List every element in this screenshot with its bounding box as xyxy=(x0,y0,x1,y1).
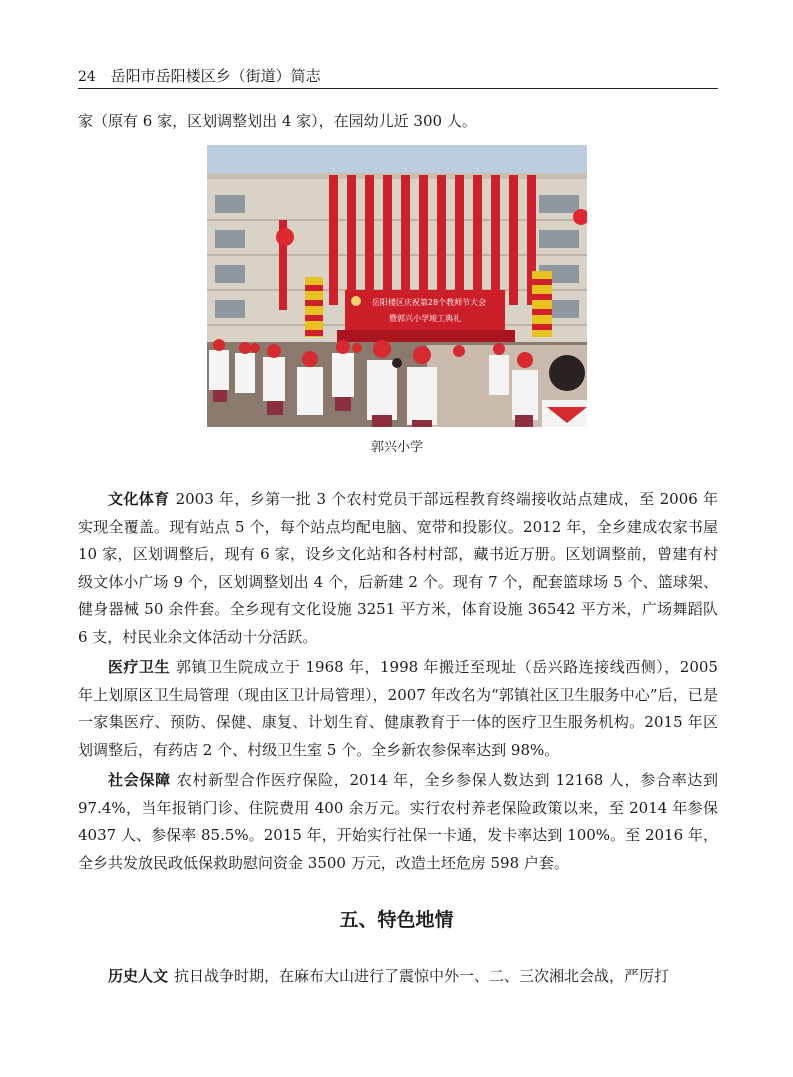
book-title: 岳阳市岳阳楼区乡（街道）简志 xyxy=(110,67,321,85)
paragraph-medical xyxy=(78,654,718,764)
lantern xyxy=(276,228,294,246)
section-heading: 五、特色地情 xyxy=(339,909,454,931)
stage-banner-line2: 暨郭兴小学竣工典礼 xyxy=(389,314,461,323)
paragraph-history xyxy=(78,963,718,991)
paragraph-lead: 文化体育 xyxy=(108,490,170,508)
paragraph-lead: 历史人文 xyxy=(108,967,169,985)
paragraph-text: 2003 年，乡第一批 3 个农村党员干部远程教育终端接收站点建成，至 2006 年实现全覆盖。现有站点 5 个，每个站点均配电脑、宽带和投影仪。2012 年，全乡建成农家书屋 10 家，区划调整后，现有 6 家，设乡文化站和各村村部，藏书近万册。区划调整前，曾建有村级文体小广场 9 个，区划调整划出 4 个，后新建 2 个。现有 7 个，配套篮球场 5 个、篮球架、健身器械 50 余件套。全乡现有文化设施 3251 平方米，体育设施 36542 平方米，广场舞蹈队 6 支，村民业余文体活动十分活跃。 xyxy=(78,490,718,646)
page-number: 24 xyxy=(78,69,96,85)
stage-banner xyxy=(345,290,505,330)
paragraph-text: 抗日战争时期，在麻布大山进行了震惊中外一、二、三次湘北会战，严厉打 xyxy=(174,967,670,985)
paragraph-lead: 社会保障 xyxy=(108,771,171,789)
photo-caption: 郭兴小学 xyxy=(370,440,423,455)
paragraph-social xyxy=(78,767,718,877)
running-header xyxy=(78,66,718,89)
stage-banner-line1: 岳阳楼区庆祝第28个教师节大会 xyxy=(371,298,487,307)
paragraph-culture xyxy=(78,486,718,651)
striped-pillar-right xyxy=(532,271,552,337)
intro-line: 家（原有 6 家，区划调整划出 4 家），在园幼儿近 300 人。 xyxy=(78,112,477,130)
paragraph-text: 农村新型合作医疗保险，2014 年，全乡参保人数达到 12168 人，参合率达到 97.4%，当年报销门诊、住院费用 400 余万元。实行农村养老保险政策以来，至 2014 年参保 4037 人、参保率 85.5%。2015 年，开始实行社保一卡通，发卡率达到 100%。至 2016 年，全乡共发放民政低保救助慰问资金 3500 万元，改造土坯危房 598 户套。 xyxy=(78,771,718,872)
school-photo xyxy=(207,145,587,427)
striped-pillar-left xyxy=(305,277,323,337)
paragraph-text: 郭镇卫生院成立于 1968 年，1998 年搬迁至现址（岳兴路连接线西侧），2005 年上划原区卫生局管理（现由区卫计局管理），2007 年改名为“郭镇社区卫生服务中心”后，已是一家集医疗、预防、保健、康复、计划生育、健康教育于一体的医疗卫生服务机构。2015 年区划调整后，有药店 2 个、村级卫生室 5 个。全乡新农参保率达到 98%。 xyxy=(78,658,718,759)
paragraph-lead: 医疗卫生 xyxy=(108,658,171,676)
